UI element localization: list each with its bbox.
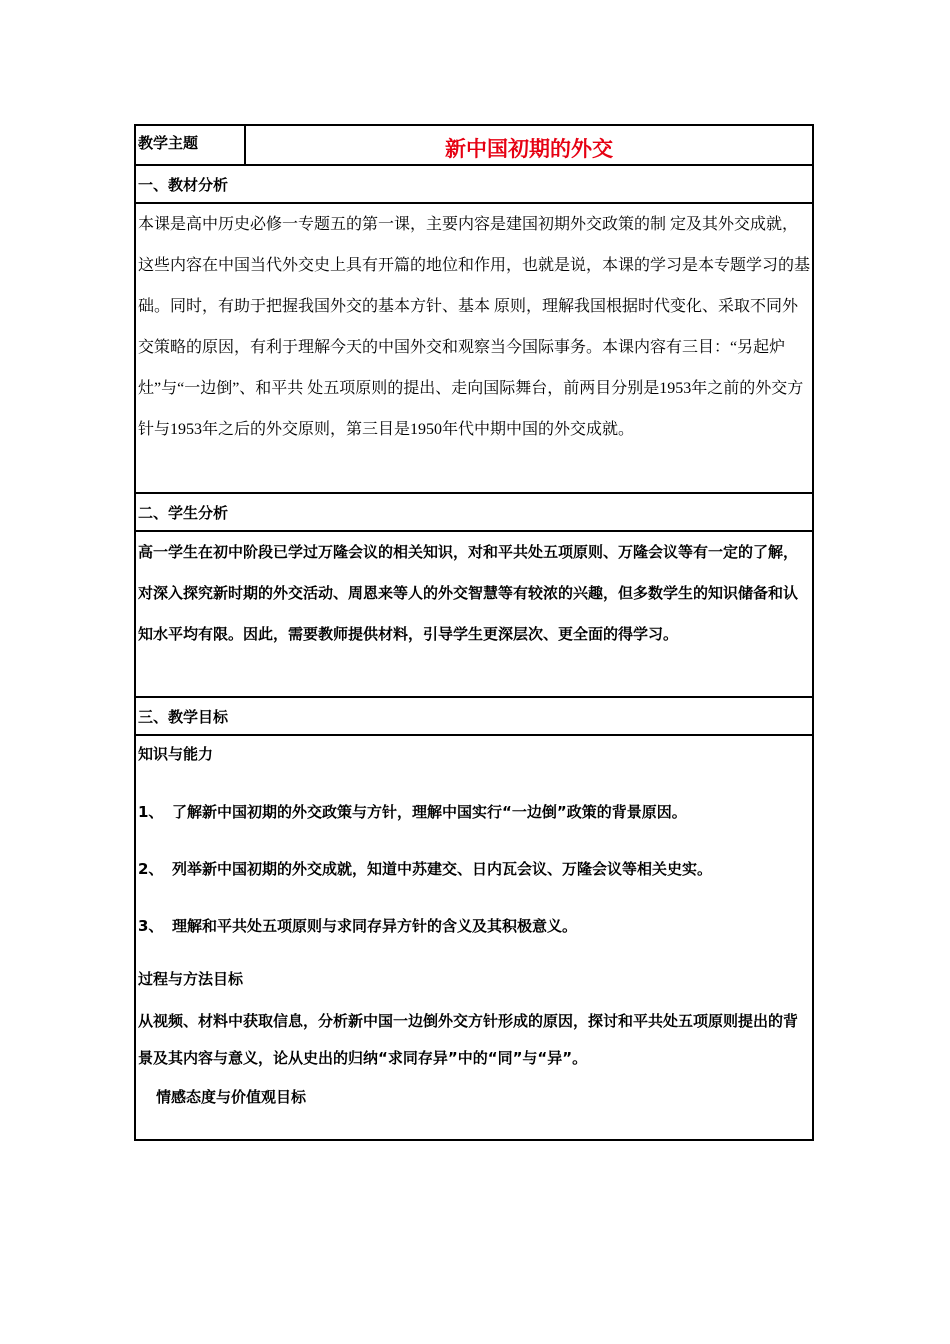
process-heading: 过程与方法目标 [138,970,244,988]
goal-item [138,784,810,841]
goal-item [138,898,810,955]
goal-text: 列举新中国初期的外交成就，知道中苏建交、日内瓦会议、万隆会议等相关史实。 [172,860,713,878]
goal-number: 2、 [138,860,164,878]
section-heading-goals: 三、教学目标 [136,698,812,736]
lesson-plan-table [134,124,814,1141]
lesson-title: 新中国初期的外交 [445,136,613,161]
section-heading-students: 二、学生分析 [136,494,812,532]
goal-number: 1、 [138,803,164,821]
teaching-goals [136,736,812,1139]
goal-text: 了解新中国初期的外交政策与方针，理解中国实行“一边倒”政策的背景原因。 [172,803,687,821]
goal-item [138,841,810,898]
textbook-analysis-text: 本课是高中历史必修一专题五的第一课，主要内容是建国初期外交政策的制 定及其外交成就，这些内容在中国当代外交史上具有开篇的地位和作用，也就是说，本课的学习是本专题学习的基础。同时，有助于把握我国外交的基本方针、基本 原则，理解我国根据时代变化、采取不同外交策略的原因，有利于理解今天的中国外交和观察当今国际事务。本课内容有三目：“另起炉灶”与“一边倒”、和平共 处五项原则的提出、走向国际舞台，前两目分别是1953年之前的外交方针与1953年之后的外交原则，第三目是1950年代中期中国的外交成就。 [136,204,812,494]
student-analysis-text: 高一学生在初中阶段已学过万隆会议的相关知识，对和平共处五项原则、万隆会议等有一定的了解，对深入探究新时期的外交活动、周恩来等人的外交智慧等有较浓的兴趣，但多数学生的知识储备和认知水平均有限。因此，需要教师提供材料，引导学生更深层次、更全面的得学习。 [136,532,812,698]
section-heading-textbook: 一、教材分析 [136,166,812,204]
knowledge-heading: 知识与能力 [138,745,214,763]
topic-label: 教学主题 [136,126,246,164]
goal-text: 理解和平共处五项原则与求同存异方针的含义及其积极意义。 [172,917,578,935]
title-row [136,126,812,166]
emotion-heading: 情感态度与价值观目标 [156,1088,307,1106]
goal-number: 3、 [138,917,164,935]
process-text: 从视频、材料中获取信息，分析新中国一边倒外交方针形成的原因，探讨和平共处五项原则提出的背景及其内容与意义，论从史出的归纳“求同存异”中的“同”与“异”。 [138,1012,799,1067]
